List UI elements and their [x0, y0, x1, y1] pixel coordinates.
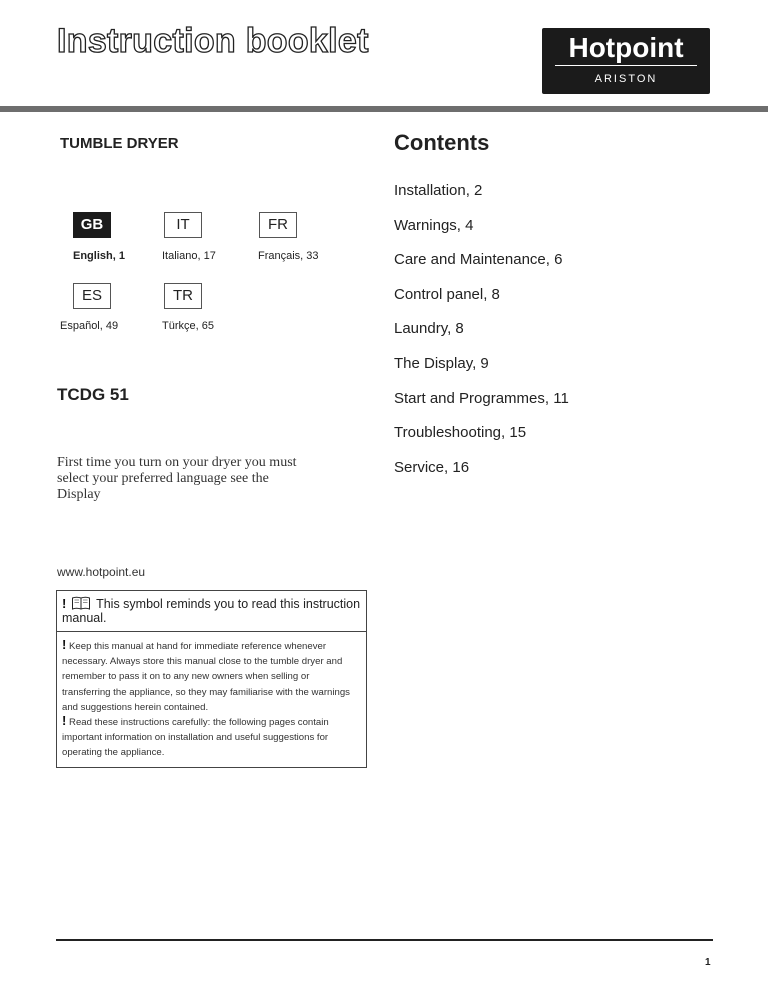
- contents-item-laundry[interactable]: Laundry, 8: [394, 320, 464, 338]
- language-label-es: Español, 49: [60, 320, 119, 332]
- page-number: 1: [705, 957, 711, 968]
- notice-divider: [57, 631, 366, 632]
- hotpoint-ariston-logo: [542, 28, 710, 94]
- contents-item-warnings[interactable]: Warnings, 4: [394, 216, 474, 234]
- contents-item-service[interactable]: Service, 16: [394, 458, 470, 476]
- contents-item-installation[interactable]: Installation, 2: [394, 182, 483, 199]
- symbol-notice: [62, 596, 361, 625]
- language-gb[interactable]: GB: [73, 212, 111, 238]
- logo-sub: ARISTON: [594, 73, 658, 85]
- model-number: TCDG 51: [57, 385, 129, 404]
- language-label-tr: Türkçe, 65: [162, 320, 214, 332]
- contents-item-troubleshooting[interactable]: Troubleshooting, 15: [394, 424, 527, 442]
- header-rule: [0, 106, 768, 112]
- logo-divider: [555, 65, 697, 66]
- notice-paragraph-keep: [62, 637, 360, 715]
- contents-item-start-programmes[interactable]: Start and Programmes, 11: [394, 389, 569, 407]
- exclamation-icon: !: [62, 637, 67, 652]
- language-es[interactable]: ES: [73, 283, 111, 309]
- symbol-notice-text: This symbol reminds you to read this instruction manual.: [62, 597, 361, 625]
- language-label-gb: English, 1: [73, 250, 125, 262]
- language-tr[interactable]: TR: [164, 283, 202, 309]
- exclamation-icon: !: [62, 596, 67, 611]
- notice-paragraph-read-text: Read these instructions carefully: the following pages contain important information on installation and useful suggestions for operating the appliance.: [62, 717, 329, 759]
- contents-item-display[interactable]: The Display, 9: [394, 354, 489, 372]
- contents-title: Contents: [394, 130, 490, 155]
- language-fr[interactable]: FR: [259, 212, 297, 238]
- footer-rule: [56, 939, 713, 941]
- exclamation-icon: !: [62, 713, 67, 728]
- notice-box: [56, 590, 367, 768]
- logo-brand: Hotpoint: [568, 32, 684, 63]
- notice-paragraph-keep-text: Keep this manual at hand for immediate reference whenever necessary. Always store this manual close to the tumble dryer and remember to pass it on to any new owners when selling or transferring the appliance, so they may familiarise with the warnings and suggestions herein contained.: [62, 641, 350, 713]
- language-it[interactable]: IT: [164, 212, 202, 238]
- contents-list: [394, 182, 569, 493]
- book-icon: [71, 596, 91, 610]
- contents-item-control-panel[interactable]: Control panel, 8: [394, 285, 500, 303]
- product-category: TUMBLE DRYER: [60, 135, 179, 152]
- notice-paragraph-read: [62, 713, 360, 761]
- language-note: First time you turn on your dryer you must select your preferred language see the Display: [57, 455, 297, 502]
- website-link[interactable]: www.hotpoint.eu: [57, 565, 146, 579]
- page-title: Instruction booklet: [57, 22, 369, 60]
- contents-item-care[interactable]: Care and Maintenance, 6: [394, 251, 563, 269]
- language-label-fr: Français, 33: [258, 250, 319, 262]
- language-label-it: Italiano, 17: [162, 250, 216, 262]
